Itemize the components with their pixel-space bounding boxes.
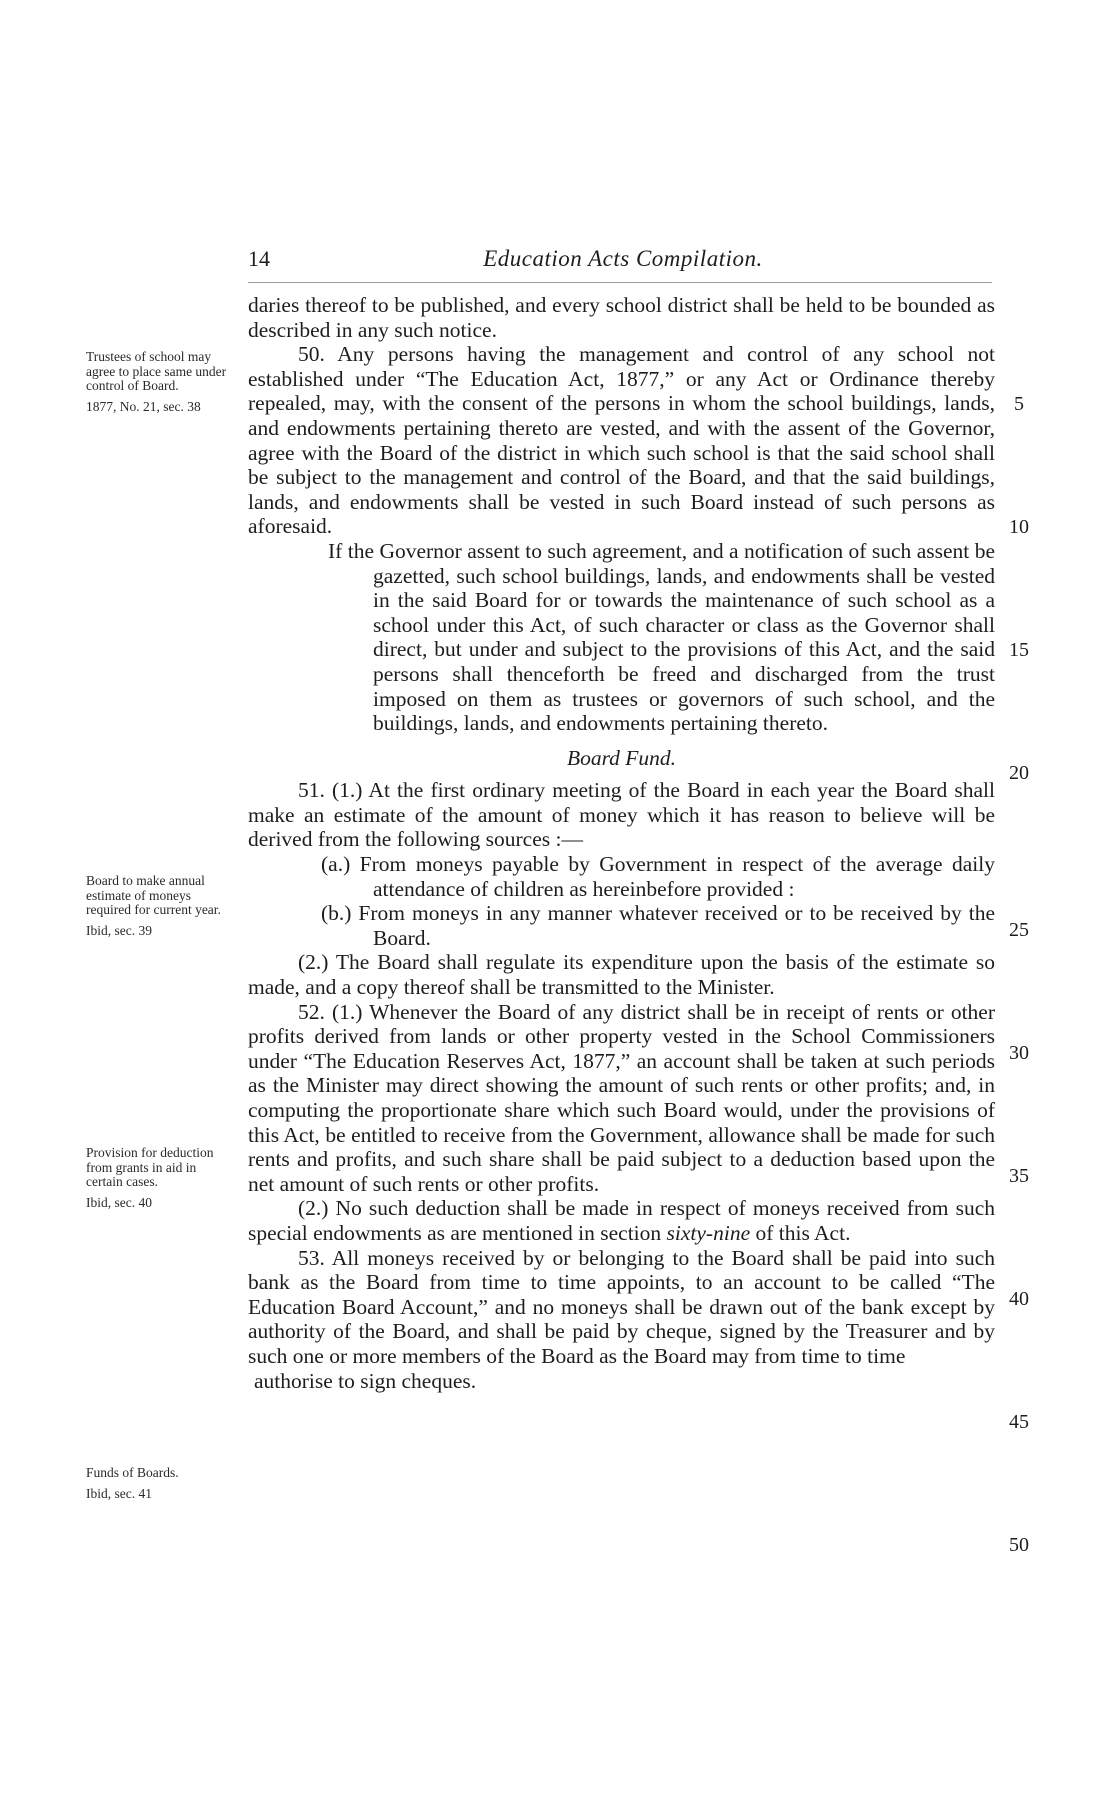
header-rule [248, 282, 992, 283]
running-title: Education Acts Compilation. [483, 246, 763, 271]
section-52-2-end: of this Act. [750, 1220, 851, 1245]
section-50: 50. Any persons having the management and control of any school not established under “The Education Act, 1877,” or any Act or Ordinance thereby repealed, may, with the consent of the persons in whom the school buildings, lands, and endowments pertaining thereto are vested, and with the assent of the Governor, agree with the Board of the district in which such school is that the said school shall be subject to the management and control of the Board, and that the said buildings, lands, and endowments shall be vested in such Board instead of such persons as aforesaid. [248, 342, 995, 539]
margin-note-reference: 1877, No. 21, sec. 38 [86, 398, 201, 414]
section-52-2 [248, 1196, 995, 1245]
margin-note-text: Provision for deduction from grants in aid in certain cases. [86, 1145, 214, 1189]
section-50-proviso: If the Governor assent to such agreement, and a notification of such assent be gazetted, such school buildings, lands, and endowments shall be vested in the said Board for or towards the maintenance of such school as a school under this Act, of such character or class as the Governor shall direct, but under and subject to the provisions of this Act, and the said persons shall thenceforth be freed and discharged from the trust imposed on them as trustees or governors of such school, and the buildings, lands, and endowments pertaining thereto. [328, 538, 995, 736]
section-51-b: (b.) From moneys in any manner whatever received or to be received by the Board. [321, 901, 995, 950]
line-number: 20 [1009, 762, 1029, 784]
section-51-2: (2.) The Board shall regulate its expenditure upon the basis of the estimate so made, and a copy thereof shall be transmitted to the Minister. [248, 950, 995, 1000]
page-header [248, 246, 998, 276]
section-52-2-text: (2.) No such deduction shall be made in respect of moneys received from such special endowments as are mentioned in section [248, 1196, 995, 1245]
line-number: 10 [1009, 516, 1029, 538]
line-number: 5 [1014, 393, 1024, 415]
section-53: 53. All moneys received by or belonging to the Board shall be paid into such bank as the Board from time to time appoints, to an account to be called “The Education Board Account,” and no moneys shall be drawn out of the bank except by authority of the Board, and shall be paid by cheque, signed by the Treasurer and by such one or more members of the Board as the Board may from time to time [248, 1245, 995, 1368]
paragraph-continued: daries thereof to be published, and every school district shall be held to be bounded as described in any such notice. [248, 293, 995, 342]
line-number: 40 [1009, 1288, 1029, 1310]
line-number: 25 [1009, 919, 1029, 941]
line-number: 35 [1009, 1165, 1029, 1187]
margin-note-reference: Ibid, sec. 39 [86, 922, 152, 938]
body-text [248, 293, 995, 1393]
margin-note-section-51 [86, 874, 236, 938]
section-53-last-line: authorise to sign cheques. [254, 1368, 477, 1393]
section-51-1: 51. (1.) At the first ordinary meeting of the Board in each year the Board shall make an estimate of the amount of money which it has reason to believe will be derived from the following sources :— [248, 778, 995, 852]
section-51-a: (a.) From moneys payable by Government in respect of the average daily attendance of children as hereinbefore provided : [321, 852, 995, 901]
page-number: 14 [248, 246, 270, 271]
margin-note-text: Board to make annual estimate of moneys required for current year. [86, 873, 221, 917]
margin-note-reference: Ibid, sec. 41 [86, 1485, 152, 1501]
margin-note-reference: Ibid, sec. 40 [86, 1194, 152, 1210]
line-number: 30 [1009, 1042, 1029, 1064]
section-52-1: 52. (1.) Whenever the Board of any district shall be in receipt of rents or other profits derived from lands or other property vested in the School Commissioners under “The Education Reserves Act, 1877,” an account shall be taken at such periods as the Minister may direct showing the amount of such rents or other profits; and, in computing the proportionate share which such Board would, under the provisions of this Act, be entitled to receive from the Government, allowance shall be made for such rents and profits, and such share shall be paid subject to a deduction based upon the net amount of such rents or other profits. [248, 999, 995, 1196]
heading-board-fund: Board Fund. [566, 745, 677, 770]
line-number: 15 [1009, 639, 1029, 661]
section-52-2-emphasis: sixty-nine [666, 1220, 751, 1245]
line-number: 50 [1009, 1534, 1029, 1556]
margin-note-section-52 [86, 1146, 236, 1210]
margin-note-text: Trustees of school may agree to place same under control of Board. [86, 349, 227, 393]
margin-note-section-53 [86, 1466, 236, 1501]
margin-note-text: Funds of Boards. [86, 1465, 179, 1480]
margin-note-section-50 [86, 350, 236, 414]
line-number: 45 [1009, 1411, 1029, 1433]
